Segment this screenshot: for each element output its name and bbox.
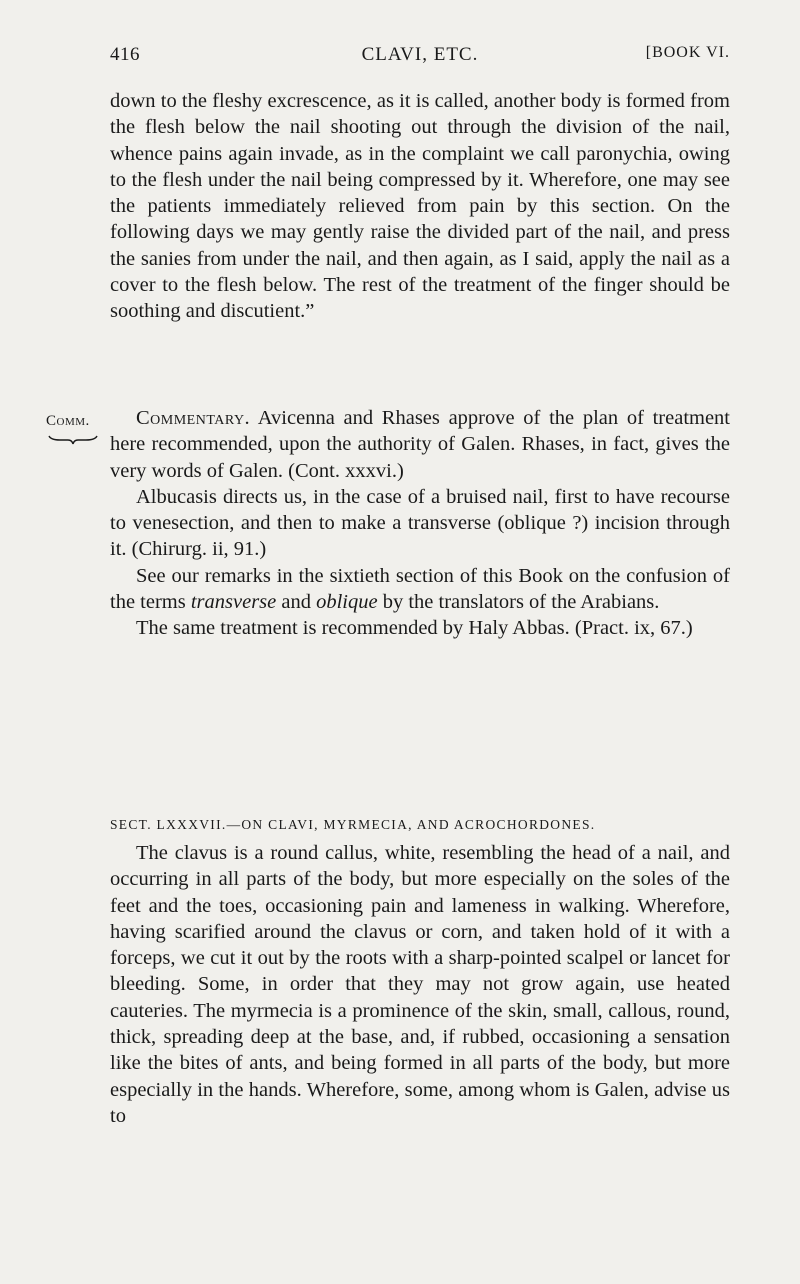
section-heading: SECT. LXXXVII.—ON CLAVI, MYRMECIA, AND ACROCHORDONES. [110, 817, 596, 832]
running-header [110, 44, 730, 74]
remarks-paragraph: See our remarks in the sixtieth section of this Book on the confusion of the terms transverse and oblique by the translators of the Arabians. [110, 564, 730, 614]
commentary-text: Avicenna and Rhases approve of the plan of treatment here recommended, upon the authority of Galen. Rhases, in fact, gives the very words of Galen. (Cont. xxxvi.) [110, 407, 730, 482]
term-transverse: transverse [190, 591, 277, 614]
page-number: 416 [110, 44, 140, 65]
continued-text-block [110, 88, 730, 325]
commentary-paragraph-1 [110, 405, 730, 484]
section-text-block [110, 840, 730, 1129]
book-label: [BOOK VI. [645, 44, 730, 61]
continued-paragraph: down to the fleshy excrescence, as it is called, another body is formed from the flesh below the nail shooting out through the division of the nail, whence pains again invade, as in the complaint we call paronychia, owing to the flesh under the nail being compressed by it. Wherefore, one may see the patients immediately relieved from pain by this section. On the following days we may gently raise the divided part of the nail, and press the sanies from under the nail, and then again, as I said, apply the nail as a cover to the flesh below. The rest of the treatment of the finger should be soothing and discutient.” [110, 90, 730, 323]
commentary-block [110, 405, 730, 642]
margin-brace-icon [48, 434, 98, 446]
section-paragraph: The clavus is a round callus, white, resembling the head of a nail, and occurring in all parts of the body, but more especially on the soles of the feet and the toes, occasioning pain and lameness in walking. Wherefore, having scarified around the clavus or corn, and taken hold of it with a forceps, we cut it out by the roots with a sharp-pointed scalpel or lancet for bleeding. Some, in order that they may not grow again, use heated cauteries. The myrmecia is a prominence of the skin, small, callous, round, thick, spreading deep at the base, and, if rubbed, occasioning a sensation like the bites of ants, and being formed in all parts of the body, but more especially in the hands. Wherefore, some, among whom is Galen, advise us to [110, 842, 730, 1127]
term-oblique: oblique [316, 591, 378, 614]
margin-note-comm: Comm. [46, 413, 90, 429]
commentary-heading: Commentary. [136, 407, 251, 429]
running-title: CLAVI, ETC. [361, 44, 479, 65]
albucasis-paragraph: Albucasis directs us, in the case of a bruised nail, first to have recourse to venesection, and then to make a transverse (oblique ?) incision through it. (Chirurg. ii, 91.) [110, 485, 730, 561]
haly-paragraph: The same treatment is recommended by Haly Abbas. (Pract. ix, 67.) [136, 617, 693, 640]
